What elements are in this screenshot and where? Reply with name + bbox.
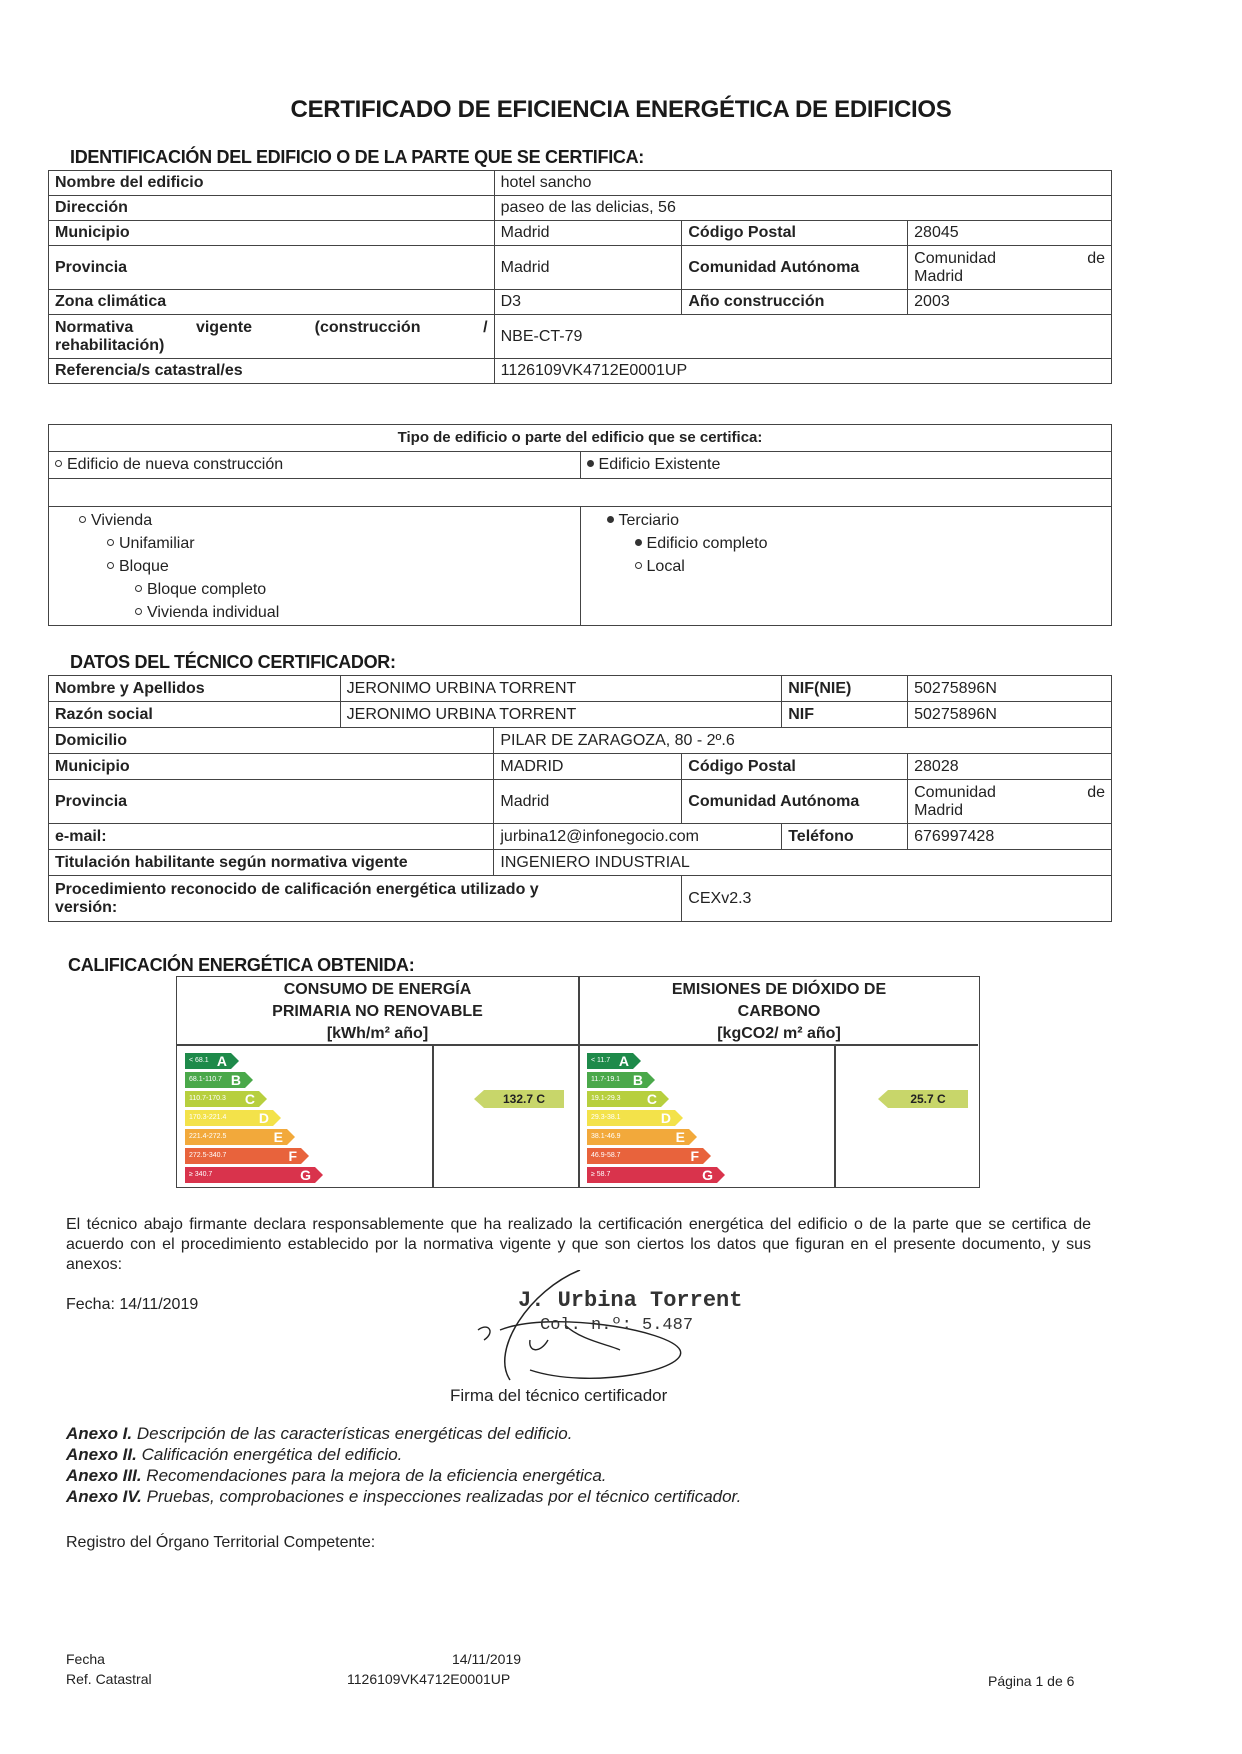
normativa-value: NBE-CT-79 bbox=[494, 315, 1111, 359]
ca-value-part: de bbox=[1087, 783, 1105, 801]
option-edificio-existente[interactable] bbox=[580, 452, 1111, 479]
option-vivienda-individual[interactable] bbox=[55, 601, 574, 624]
anexo-item bbox=[66, 1423, 741, 1444]
radio-filled-icon bbox=[587, 460, 594, 467]
class-letter: A bbox=[618, 1053, 629, 1069]
divider bbox=[834, 1044, 836, 1187]
option-label: Bloque completo bbox=[147, 581, 267, 598]
tecnico-municipio-label: Municipio bbox=[49, 754, 494, 780]
stamp-name: J. Urbina Torrent bbox=[518, 1288, 743, 1313]
ca-label: Comunidad Autónoma bbox=[682, 246, 908, 290]
option-unifamiliar[interactable] bbox=[55, 532, 574, 555]
anexo-item bbox=[66, 1465, 741, 1486]
range-label: 38.1-46.9 bbox=[591, 1133, 621, 1140]
cp-value: 28045 bbox=[908, 221, 1112, 246]
scale-bar-g bbox=[587, 1167, 717, 1183]
anexo-text: Descripción de las características energéticas del edificio. bbox=[132, 1424, 573, 1443]
firma-label: Firma del técnico certificador bbox=[450, 1386, 668, 1405]
scale-bar-g bbox=[185, 1167, 315, 1183]
anexo-num: Anexo II. bbox=[66, 1445, 137, 1464]
page-number: Página 1 de 6 bbox=[988, 1673, 1075, 1689]
range-label: 11.7-19.1 bbox=[591, 1076, 621, 1083]
class-letter: F bbox=[690, 1148, 699, 1164]
zona-value: D3 bbox=[494, 290, 682, 315]
procedimiento-label bbox=[49, 876, 682, 922]
tecnico-nombre-label: Nombre y Apellidos bbox=[49, 676, 341, 702]
class-letter: B bbox=[632, 1072, 643, 1088]
emisiones-header-line: EMISIONES DE DIÓXIDO DE bbox=[671, 981, 887, 998]
cp-label: Código Postal bbox=[682, 221, 908, 246]
calificacion-heading: CALIFICACIÓN ENERGÉTICA OBTENIDA: bbox=[68, 955, 415, 975]
anio-value: 2003 bbox=[908, 290, 1112, 315]
option-local[interactable] bbox=[587, 555, 1105, 578]
scale-bar-a bbox=[185, 1053, 231, 1069]
radio-empty-icon bbox=[135, 585, 142, 592]
class-letter: G bbox=[300, 1167, 311, 1183]
scale-bar-c bbox=[587, 1091, 661, 1107]
normativa-label-part: / bbox=[483, 318, 488, 336]
procedimiento-value: CEXv2.3 bbox=[682, 876, 1112, 922]
consumo-header-line: [kWh/m² año] bbox=[326, 1025, 429, 1042]
normativa-label-part: vigente bbox=[195, 318, 252, 336]
class-letter: E bbox=[675, 1129, 685, 1145]
radio-empty-icon bbox=[55, 460, 62, 467]
scale-bar-c bbox=[185, 1091, 259, 1107]
range-label: < 11.7 bbox=[591, 1057, 611, 1064]
nif-label: NIF bbox=[782, 702, 908, 728]
emisiones-result-marker: 25.7 C bbox=[888, 1090, 968, 1108]
ca-value-part: Comunidad bbox=[914, 783, 996, 801]
anexo-num: Anexo I. bbox=[66, 1424, 133, 1443]
option-label: Unifamiliar bbox=[119, 535, 195, 552]
class-letter: F bbox=[288, 1148, 297, 1164]
document-title: CERTIFICADO DE EFICIENCIA ENERGÉTICA DE EDIFICIOS bbox=[290, 96, 952, 123]
ca-value bbox=[908, 246, 1112, 290]
range-label: 221.4-272.5 bbox=[189, 1133, 227, 1140]
range-label: 29.3-38.1 bbox=[591, 1114, 621, 1121]
tecnico-heading: DATOS DEL TÉCNICO CERTIFICADOR: bbox=[70, 652, 396, 672]
tecnico-provincia-label: Provincia bbox=[49, 780, 494, 824]
fecha-firma: Fecha: 14/11/2019 bbox=[66, 1296, 199, 1313]
divider bbox=[432, 1044, 434, 1187]
identificacion-table bbox=[48, 170, 1112, 384]
registro-label: Registro del Órgano Territorial Competente: bbox=[66, 1534, 376, 1551]
nif-nie-value: 50275896N bbox=[908, 676, 1112, 702]
scale-bar-d bbox=[185, 1110, 273, 1126]
rating-panel bbox=[176, 976, 980, 1188]
range-label: 46.9-58.7 bbox=[591, 1152, 621, 1159]
spacer-row bbox=[49, 479, 1112, 507]
telefono-value: 676997428 bbox=[908, 824, 1112, 850]
emisiones-header-line: [kgCO2/ m² año] bbox=[717, 1025, 841, 1042]
option-edificio-completo[interactable] bbox=[587, 532, 1105, 555]
domicilio-value: PILAR DE ZARAGOZA, 80 - 2º.6 bbox=[494, 728, 1112, 754]
anexo-item bbox=[66, 1486, 741, 1507]
class-letter: D bbox=[258, 1110, 269, 1126]
anexo-num: Anexo III. bbox=[66, 1466, 142, 1485]
zona-label: Zona climática bbox=[49, 290, 495, 315]
footer-fecha-label: Fecha bbox=[66, 1651, 105, 1667]
normativa-label-part: rehabilitación) bbox=[55, 336, 165, 354]
email-value: jurbina12@infonegocio.com bbox=[494, 824, 782, 850]
radio-filled-icon bbox=[607, 516, 614, 523]
municipio-label: Municipio bbox=[49, 221, 495, 246]
email-label: e-mail: bbox=[49, 824, 494, 850]
tecnico-cp-value: 28028 bbox=[908, 754, 1112, 780]
tecnico-provincia-value: Madrid bbox=[494, 780, 682, 824]
class-letter: E bbox=[273, 1129, 283, 1145]
anexo-num: Anexo IV. bbox=[66, 1487, 142, 1506]
class-letter: D bbox=[660, 1110, 671, 1126]
normativa-label-part: Normativa bbox=[55, 318, 134, 336]
scale-bar-f bbox=[185, 1148, 301, 1164]
range-label: 272.5-340.7 bbox=[189, 1152, 227, 1159]
consumo-header-line: CONSUMO DE ENERGÍA bbox=[283, 981, 472, 998]
scale-bar-d bbox=[587, 1110, 675, 1126]
range-label: 110.7-170.3 bbox=[189, 1095, 226, 1102]
tecnico-ca-value bbox=[908, 780, 1112, 824]
tecnico-table bbox=[48, 675, 1112, 922]
class-letter: A bbox=[216, 1053, 227, 1069]
declaracion-text: El técnico abajo firmante declara responsablemente que ha realizado la certificación energética del edificio o de la parte que se certifica de acuerdo con el procedimiento establecido por la normativa vigente y que son ciertos los datos que figuran en el presente documento, y sus anexos: bbox=[66, 1216, 1091, 1273]
footer-ref-value: 1126109VK4712E0001UP bbox=[347, 1671, 511, 1687]
scale-bar-b bbox=[185, 1072, 245, 1088]
nombre-value: hotel sancho bbox=[494, 171, 1111, 196]
ca-value-part: Comunidad bbox=[914, 249, 996, 267]
titulacion-label: Titulación habilitante según normativa vigente bbox=[49, 850, 494, 876]
anexo-text: Calificación energética del edificio. bbox=[136, 1445, 403, 1464]
range-label: ≥ 340.7 bbox=[189, 1171, 213, 1178]
option-vivienda[interactable] bbox=[55, 509, 574, 532]
radio-empty-icon bbox=[79, 516, 86, 523]
option-label: Vivienda individual bbox=[147, 604, 280, 621]
referencia-value: 1126109VK4712E0001UP bbox=[494, 359, 1111, 384]
terciario-options bbox=[580, 507, 1111, 626]
option-bloque-completo[interactable] bbox=[55, 578, 574, 601]
emisiones-header-line: CARBONO bbox=[737, 1003, 821, 1020]
range-label: 170.3-221.4 bbox=[189, 1114, 227, 1121]
class-letter: G bbox=[702, 1167, 713, 1183]
tecnico-nombre-value: JERONIMO URBINA TORRENT bbox=[340, 676, 782, 702]
direccion-value: paseo de las delicias, 56 bbox=[494, 196, 1111, 221]
anio-label: Año construcción bbox=[682, 290, 908, 315]
titulacion-value: INGENIERO INDUSTRIAL bbox=[494, 850, 1112, 876]
consumo-header bbox=[177, 979, 578, 1045]
telefono-label: Teléfono bbox=[782, 824, 908, 850]
domicilio-label: Domicilio bbox=[49, 728, 494, 754]
stamp-col: Col. n.º: 5.487 bbox=[540, 1316, 694, 1335]
vivienda-options bbox=[49, 507, 581, 626]
anexo-text: Recomendaciones para la mejora de la eficiencia energética. bbox=[141, 1466, 607, 1485]
ca-value-part: de bbox=[1087, 249, 1105, 267]
procedimiento-label-line: Procedimiento reconocido de calificación energética utilizado y bbox=[55, 880, 539, 898]
option-label: Edificio de nueva construcción bbox=[67, 456, 284, 473]
radio-filled-icon bbox=[635, 539, 642, 546]
class-letter: C bbox=[646, 1091, 657, 1107]
ca-value-part: Madrid bbox=[914, 801, 964, 819]
option-nueva-construccion[interactable] bbox=[49, 452, 581, 479]
identificacion-heading: IDENTIFICACIÓN DEL EDIFICIO O DE LA PARTE QUE SE CERTIFICA: bbox=[70, 147, 644, 167]
footer-ref-label: Ref. Catastral bbox=[66, 1671, 152, 1687]
emisiones-header bbox=[579, 979, 979, 1045]
class-letter: C bbox=[244, 1091, 255, 1107]
range-label: < 68.1 bbox=[189, 1057, 209, 1064]
option-label: Local bbox=[646, 558, 685, 575]
anexos-list bbox=[66, 1423, 741, 1507]
scale-bar-b bbox=[587, 1072, 647, 1088]
procedimiento-label-line: versión: bbox=[55, 898, 118, 916]
direccion-label: Dirección bbox=[49, 196, 495, 221]
option-label: Bloque bbox=[119, 558, 169, 575]
option-label: Vivienda bbox=[91, 512, 153, 529]
tipo-heading: Tipo de edificio o parte del edificio que se certifica: bbox=[49, 425, 1112, 452]
razon-label: Razón social bbox=[49, 702, 341, 728]
anexo-text: Pruebas, comprobaciones e inspecciones realizadas por el técnico certificador. bbox=[141, 1487, 742, 1506]
scale-bar-f bbox=[587, 1148, 703, 1164]
normativa-label-part: (construcción bbox=[314, 318, 421, 336]
scale-bar-e bbox=[185, 1129, 287, 1145]
range-label: ≥ 58.7 bbox=[591, 1171, 611, 1178]
scale-bar-a bbox=[587, 1053, 633, 1069]
razon-value: JERONIMO URBINA TORRENT bbox=[340, 702, 782, 728]
radio-empty-icon bbox=[107, 562, 114, 569]
tecnico-ca-label: Comunidad Autónoma bbox=[682, 780, 908, 824]
tecnico-cp-label: Código Postal bbox=[682, 754, 908, 780]
radio-empty-icon bbox=[635, 562, 642, 569]
normativa-label bbox=[49, 315, 495, 359]
option-label: Terciario bbox=[618, 512, 679, 529]
option-label: Edificio completo bbox=[646, 535, 768, 552]
tecnico-municipio-value: MADRID bbox=[494, 754, 682, 780]
radio-empty-icon bbox=[135, 608, 142, 615]
tipo-edificio-table bbox=[48, 424, 1112, 626]
nif-nie-label: NIF(NIE) bbox=[782, 676, 908, 702]
nombre-label: Nombre del edificio bbox=[49, 171, 495, 196]
range-label: 19.1-29.3 bbox=[591, 1095, 621, 1102]
radio-empty-icon bbox=[107, 539, 114, 546]
ca-value-part: Madrid bbox=[914, 267, 964, 285]
anexo-item bbox=[66, 1444, 741, 1465]
class-letter: B bbox=[230, 1072, 241, 1088]
provincia-label: Provincia bbox=[49, 246, 495, 290]
option-bloque[interactable] bbox=[55, 555, 574, 578]
consumo-result-marker: 132.7 C bbox=[484, 1090, 564, 1108]
referencia-label: Referencia/s catastral/es bbox=[49, 359, 495, 384]
option-terciario[interactable] bbox=[587, 509, 1105, 532]
footer-fecha-value: 14/11/2019 bbox=[452, 1651, 522, 1667]
municipio-value: Madrid bbox=[494, 221, 682, 246]
nif-value: 50275896N bbox=[908, 702, 1112, 728]
provincia-value: Madrid bbox=[494, 246, 682, 290]
scale-bar-e bbox=[587, 1129, 689, 1145]
signature-stamp bbox=[470, 1270, 743, 1390]
consumo-header-line: PRIMARIA NO RENOVABLE bbox=[272, 1003, 483, 1020]
option-label: Edificio Existente bbox=[598, 456, 721, 473]
range-label: 68.1-110.7 bbox=[189, 1076, 222, 1083]
